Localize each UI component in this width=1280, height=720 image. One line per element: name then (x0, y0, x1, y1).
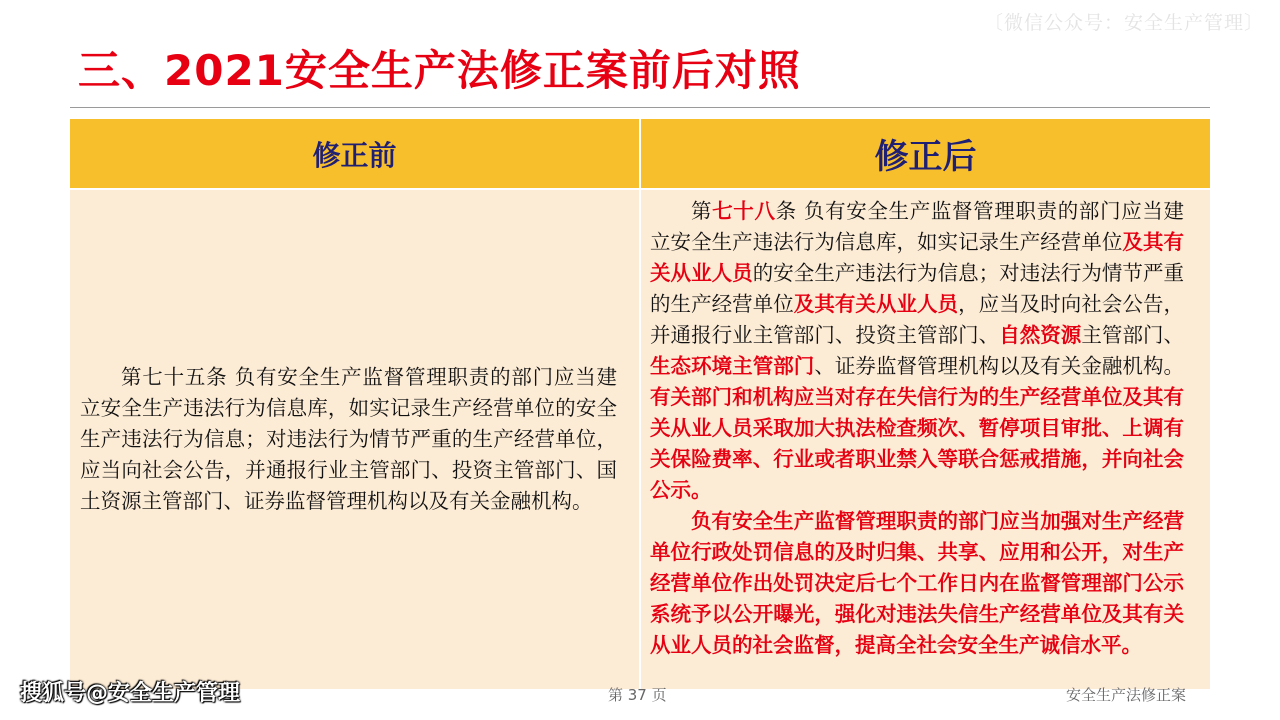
text-segment: 第 (691, 199, 713, 223)
highlight-segment: 生态环境主管部门 (650, 354, 815, 378)
highlight-segment: 有关部门和机构应当对存在失信行为的生产经营单位及其有关从业人员采取加大执法检查频次、暂停项目审批、上调有关保险费率、行业或者职业禁入等联合惩戒措施，并向社会公示。 (650, 385, 1184, 502)
after-article-paragraph-2: 负有安全生产监督管理职责的部门应当加强对生产经营单位行政处罚信息的及时归集、共享、应用和公开，对生产经营单位作出处罚决定后七个工作日内在监督管理部门公示系统予以公开曝光，强化对违法失信生产经营单位及其有关从业人员的社会监督，提高全社会安全生产诚信水平。 (650, 509, 1184, 657)
source-watermark: 搜狐号@安全生产管理 (20, 681, 241, 706)
comparison-table (70, 119, 1210, 689)
page-number: 第 37 页 (608, 686, 667, 704)
watermark-top: 〔微信公众号：安全生产管理〕 (983, 12, 1264, 34)
cell-before (70, 190, 639, 689)
text-segment: 的安全生产违法行为信息；对违法行为情节严重的生产经营单位 (650, 261, 1185, 316)
text-segment: 条 负有安全生产监督管理职责的部门应当建立安全生产违法行为信息库，如实记录生产经营单位 (650, 199, 1185, 254)
highlight-segment: 自然资源 (999, 323, 1082, 347)
document-name: 安全生产法修正案 (1066, 686, 1187, 704)
text-segment: 、证券监督管理机构以及有关金融机构。 (814, 354, 1185, 378)
before-article-text: 第七十五条 负有安全生产监督管理职责的部门应当建立安全生产违法行为信息库，如实记录生产经营单位的安全生产违法行为信息；对违法行为情节严重的生产经营单位，应当向社会公告，并通报行业主管部门、投资主管部门、国土资源主管部门、证券监督管理机构以及有关金融机构。 (80, 365, 617, 513)
header-before: 修正前 (70, 119, 639, 188)
header-after: 修正后 (641, 119, 1210, 188)
cell-after (641, 190, 1210, 689)
highlight-segment: 及其有关从业人员 (793, 292, 959, 316)
text-segment: 主管部门、 (1081, 323, 1185, 347)
title-divider (70, 107, 1210, 108)
page-title: 三、2021安全生产法修正案前后对照 (78, 46, 801, 95)
highlight-segment: 七十八 (712, 199, 776, 223)
text-segment: ，应当及时向社会公告，并通报行业主管部门、投资主管部门、 (650, 292, 1185, 347)
highlight-segment: 及其有关从业人员 (650, 230, 1185, 285)
after-article-paragraph-1 (650, 196, 1184, 506)
